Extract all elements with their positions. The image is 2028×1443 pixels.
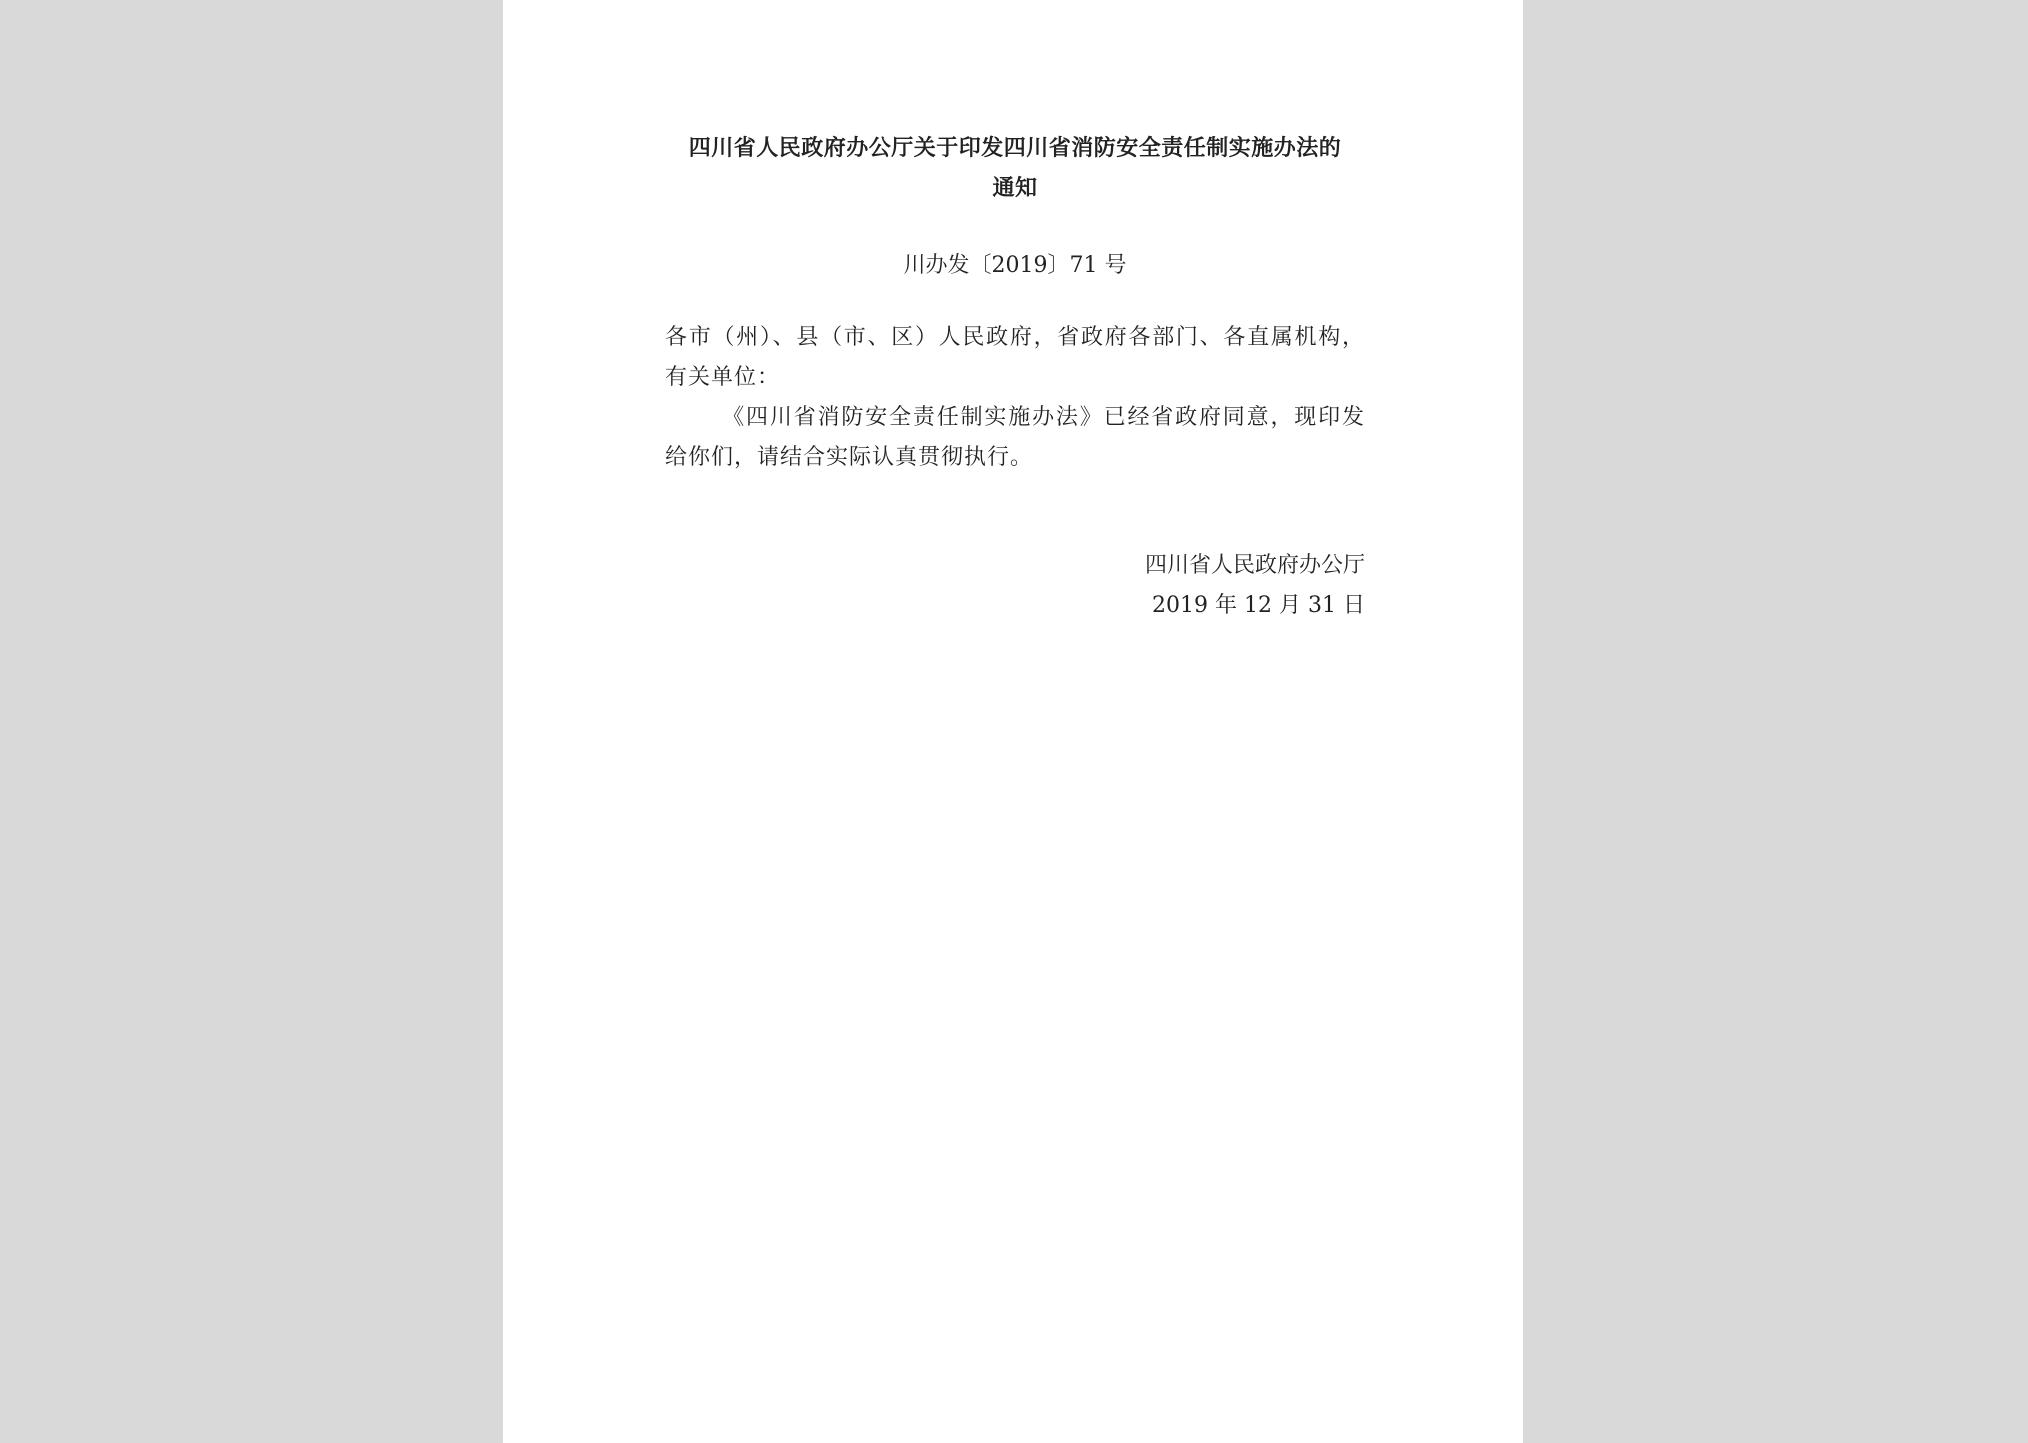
document-title [665,128,1365,208]
page-content [665,128,1365,626]
document-page [503,0,1523,1443]
issuing-authority: 四川省人民政府办公厅 [1144,553,1365,578]
signature-block [665,546,1365,626]
title-line-2: 通知 [992,175,1038,201]
issue-date: 2019 年 12 月 31 日 [1152,593,1365,618]
document-number: 川办发〔2019〕71 号 [903,253,1127,278]
salutation: 各市（州）、县（市、区）人民政府，省政府各部门、各直属机构，有关单位： [665,325,1365,390]
title-line-1: 四川省人民政府办公厅关于印发四川省消防安全责任制实施办法的 [688,135,1342,161]
body-paragraph: 《四川省消防安全责任制实施办法》已经省政府同意，现印发给你们，请结合实际认真贯彻执行。 [665,405,1365,470]
